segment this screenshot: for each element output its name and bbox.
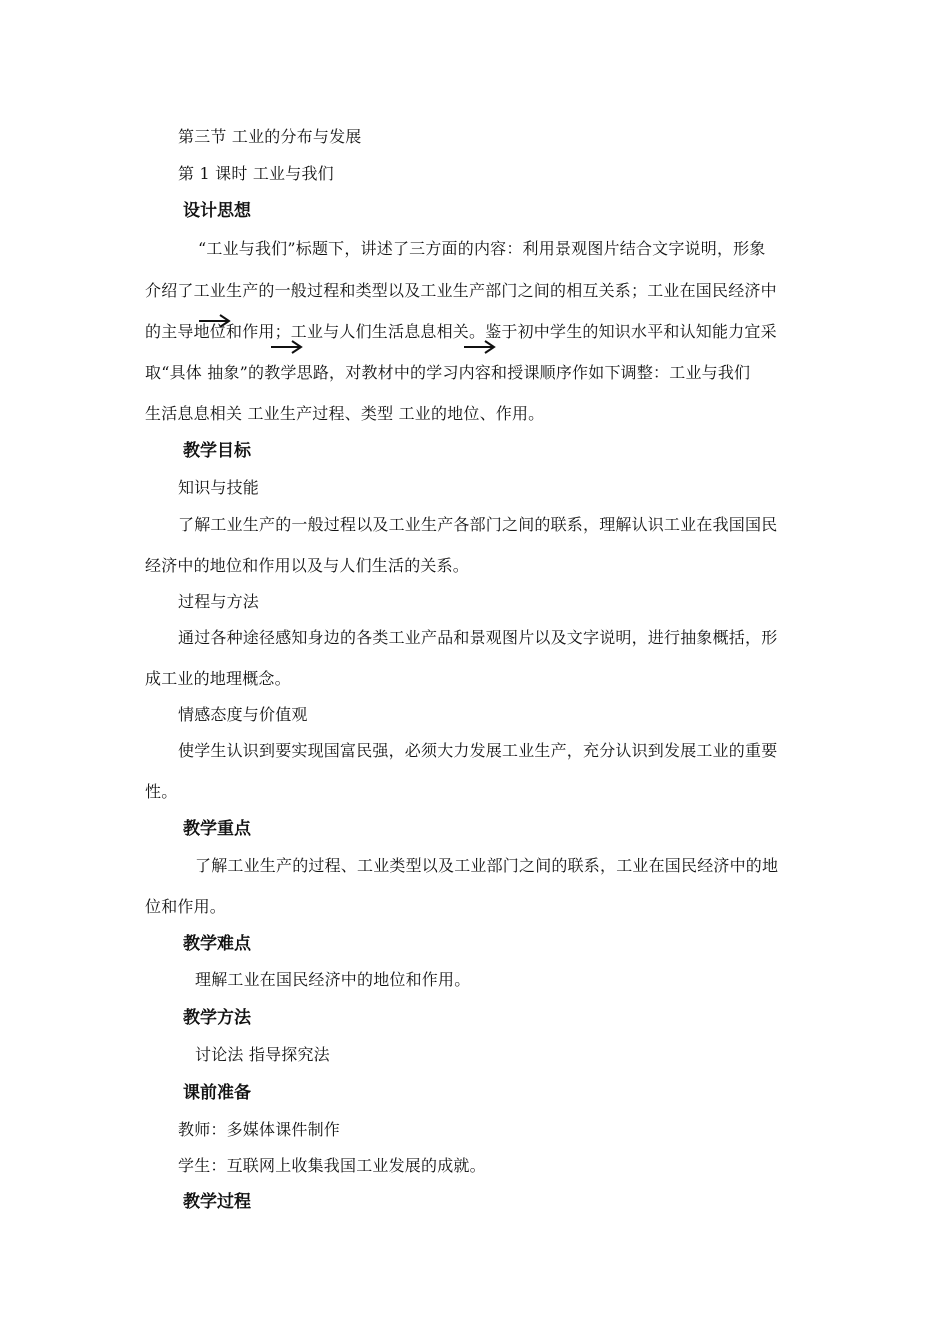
difficulties-heading: 教学难点 <box>183 934 251 954</box>
preparation-student: 学生：互联网上收集我国工业发展的成就。 <box>178 1156 486 1175</box>
process-line-1: 通过各种途径感知身边的各类工业产品和景观图片以及文字说明，进行抽象概括，形 <box>178 628 778 647</box>
knowledge-line-1: 了解工业生产的一般过程以及工业生产各部门之间的联系，理解认识工业在我国国民 <box>178 515 778 534</box>
key-points-line-1: 了解工业生产的过程、工业类型以及工业部门之间的联系，工业在国民经济中的地 <box>195 856 779 875</box>
attitude-line-1: 使学生认识到要实现国富民强，必须大力发展工业生产，充分认识到发展工业的重要 <box>178 741 778 760</box>
preparation-teacher: 教师：多媒体课件制作 <box>178 1120 341 1139</box>
methods-text: 讨论法 指导探究法 <box>195 1045 330 1064</box>
difficulties-text: 理解工业在国民经济中的地位和作用。 <box>195 970 471 989</box>
goals-heading: 教学目标 <box>183 441 251 461</box>
attitude-line-2: 性。 <box>145 782 178 801</box>
process-heading: 教学过程 <box>183 1192 251 1212</box>
key-points-line-2: 位和作用。 <box>145 897 227 916</box>
knowledge-line-2: 经济中的地位和作用以及与人们生活的关系。 <box>145 556 470 575</box>
process-label: 过程与方法 <box>178 592 260 611</box>
lesson-title: 第 1 课时 工业与我们 <box>178 164 334 183</box>
design-line-4: 取“具体 抽象”的教学思路，对教材中的学习内容和授课顺序作如下调整：工业与我们 <box>145 363 751 382</box>
process-line-2: 成工业的地理概念。 <box>145 669 291 688</box>
section-title: 第三节 工业的分布与发展 <box>178 127 362 146</box>
design-line-3: 的主导地位和作用；工业与人们生活息息相关。鉴于初中学生的知识水平和认知能力宜采 <box>145 322 777 341</box>
methods-heading: 教学方法 <box>183 1008 251 1028</box>
design-line-1: “工业与我们”标题下，讲述了三方面的内容：利用景观图片结合文字说明，形象 <box>198 239 766 258</box>
design-line-2: 介绍了工业生产的一般过程和类型以及工业生产部门之间的相互关系；工业在国民经济中 <box>145 281 777 300</box>
attitude-label: 情感态度与价值观 <box>178 705 308 724</box>
right-arrow-icon <box>463 338 497 356</box>
knowledge-label: 知识与技能 <box>178 478 260 497</box>
design-line-5: 生活息息相关 工业生产过程、类型 工业的地位、作用。 <box>145 404 545 423</box>
right-arrow-icon <box>270 338 304 356</box>
key-points-heading: 教学重点 <box>183 819 251 839</box>
right-arrow-icon <box>198 312 232 330</box>
design-heading: 设计思想 <box>183 201 251 221</box>
preparation-heading: 课前准备 <box>183 1083 251 1103</box>
